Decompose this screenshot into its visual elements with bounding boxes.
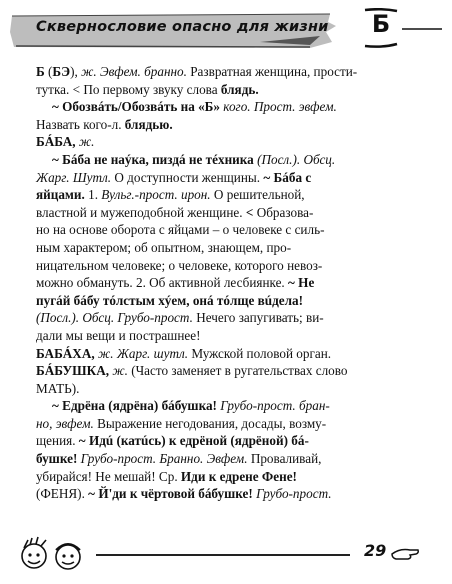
entry-line: ницательном человеке; о человеке, которого невоз- [36,257,323,273]
entry-line: убирайся! Не мешай! Ср. Иди к едрене Фене! [36,468,297,484]
section-letter: Б [371,10,391,38]
running-header [10,6,442,56]
entry-line: бушке! Грубо-прост. Бранно. Эвфем. Проваливай, [36,451,322,467]
entry-line: щения. ~ Идú (катúсь) к едрёной (ядрёной) бá- [36,433,309,449]
entry-line: ~ Бáба не наýка, пиздá не тéхника (Посл.). Обсц. [52,151,336,167]
entry-line: Жарг. Шутл. О доступности женщины. ~ Бáба с [36,169,312,185]
entry-line: ным характером; об опытном, знающем, про- [36,239,292,255]
entry-line: Б (БЭ), ж. Эвфем. бранно. Развратная женщина, прости- [36,64,358,79]
entry-line: тутка. < По первому звуку слова блядь. [36,81,259,97]
entry-line: пугáй бáбу тóлстым хýем, онá тóлще вúдела! [36,292,304,308]
entry-line: но, эвфем. Выражение негодования, досады, возму- [36,415,327,431]
header-rule [402,26,442,32]
entry-line: ~ Обозвáть/Обозвáть на «Б» кого. Прост. эвфем. [52,99,337,115]
entry-line: (ФЕНЯ). ~ Й'ди к чёртовой бáбушке! Грубо-прост. [36,486,332,502]
headword-baba: БÁБА, ж. [36,134,95,150]
entry-line: (Посл.). Обсц. Грубо-прост. Нечего запугивать; ви- [36,310,324,326]
entry-line: яйцами. 1. Вульг.-прост. ирон. О решительной, [36,187,305,203]
page-footer [0,528,452,584]
pointing-hand-icon [390,544,420,562]
dictionary-body [36,63,404,503]
entry-line: МАТЬ). [36,380,80,396]
running-title: Сквернословие опасно для жизни [36,19,329,35]
entry-line: ~ Едрёна (ядрёна) бáбушка! Грубо-прост. бран- [52,398,330,414]
entry-line: но на основе оборота с яйцами – о человеке с силь- [36,222,325,238]
footer-rule [96,554,350,556]
headword-babakha: БАБÁХА, ж. Жарг. шутл. Мужской половой орган. [36,345,332,361]
entry-line: дали мы вещи и пострашнее! [36,327,201,343]
entry-line: властной и мужеподобной женщине. < Образова- [36,204,314,220]
page-number: 29 [364,541,387,560]
entry-line: Назвать кого-л. блядью. [36,116,173,132]
headword-babushka: БÁБУШКА, ж. (Часто заменяет в ругательствах слово [36,363,348,379]
section-letter-frame [362,8,400,48]
entry-line: можно обмануть. 2. Об активной лесбиянке. ~ Не [36,275,315,291]
cartoon-faces-icon [16,536,96,572]
